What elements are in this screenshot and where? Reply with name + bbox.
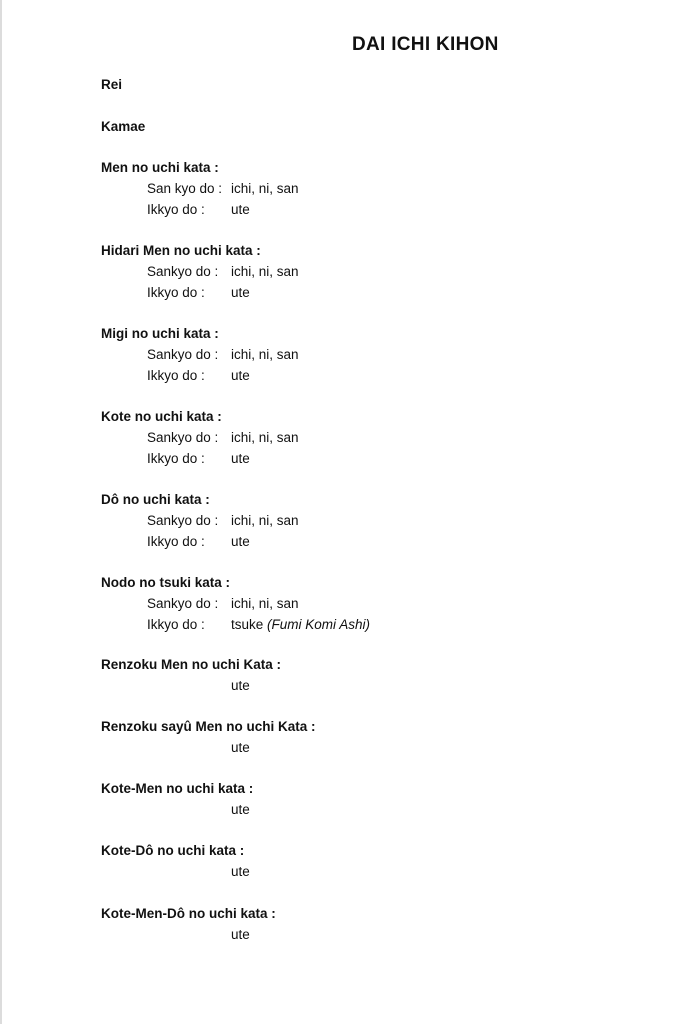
row-label: San kyo do : [147, 181, 223, 196]
row-label: Sankyo do : [147, 596, 219, 611]
row-value-text: tsuke [231, 617, 264, 632]
page-title: DAI ICHI KIHON [352, 34, 499, 55]
section-heading: Men no uchi kata : [101, 160, 219, 175]
section-value: ute [231, 802, 250, 817]
heading-kamae: Kamae [101, 119, 146, 134]
row-label: Sankyo do : [147, 264, 219, 279]
row-value-note: (Fumi Komi Ashi) [267, 617, 371, 632]
row-value: ichi, ni, san [231, 430, 299, 445]
section-heading: Hidari Men no uchi kata : [101, 243, 261, 258]
row-label: Ikkyo do : [147, 534, 205, 549]
row-value: ichi, ni, san [231, 181, 299, 196]
section-value: ute [231, 740, 250, 755]
row-label: Ikkyo do : [147, 202, 205, 217]
row-label: Ikkyo do : [147, 617, 205, 632]
row-label: Sankyo do : [147, 513, 219, 528]
row-label: Sankyo do : [147, 430, 219, 445]
row-value: ute [231, 285, 250, 300]
heading-rei: Rei [101, 77, 123, 92]
row-label: Ikkyo do : [147, 451, 205, 466]
row-value: ute [231, 202, 250, 217]
section-heading: Migi no uchi kata : [101, 326, 219, 341]
row-value-with-note [231, 617, 370, 632]
row-value: ichi, ni, san [231, 264, 299, 279]
section-heading: Kote-Dô no uchi kata : [101, 843, 245, 858]
section-value: ute [231, 927, 250, 942]
row-value: ute [231, 368, 250, 383]
section-heading: Kote-Men no uchi kata : [101, 781, 254, 796]
section-value: ute [231, 678, 250, 693]
row-value: ichi, ni, san [231, 513, 299, 528]
section-heading: Kote-Men-Dô no uchi kata : [101, 906, 276, 921]
section-heading: Renzoku sayû Men no uchi Kata : [101, 719, 316, 734]
section-value: ute [231, 864, 250, 879]
row-label: Ikkyo do : [147, 368, 205, 383]
row-value: ichi, ni, san [231, 347, 299, 362]
section-heading: Kote no uchi kata : [101, 409, 222, 424]
section-heading: Renzoku Men no uchi Kata : [101, 657, 282, 672]
row-value: ute [231, 451, 250, 466]
section-heading: Dô no uchi kata : [101, 492, 210, 507]
section-heading: Nodo no tsuki kata : [101, 575, 231, 590]
row-value: ute [231, 534, 250, 549]
row-label: Ikkyo do : [147, 285, 205, 300]
row-value: ichi, ni, san [231, 596, 299, 611]
row-label: Sankyo do : [147, 347, 219, 362]
